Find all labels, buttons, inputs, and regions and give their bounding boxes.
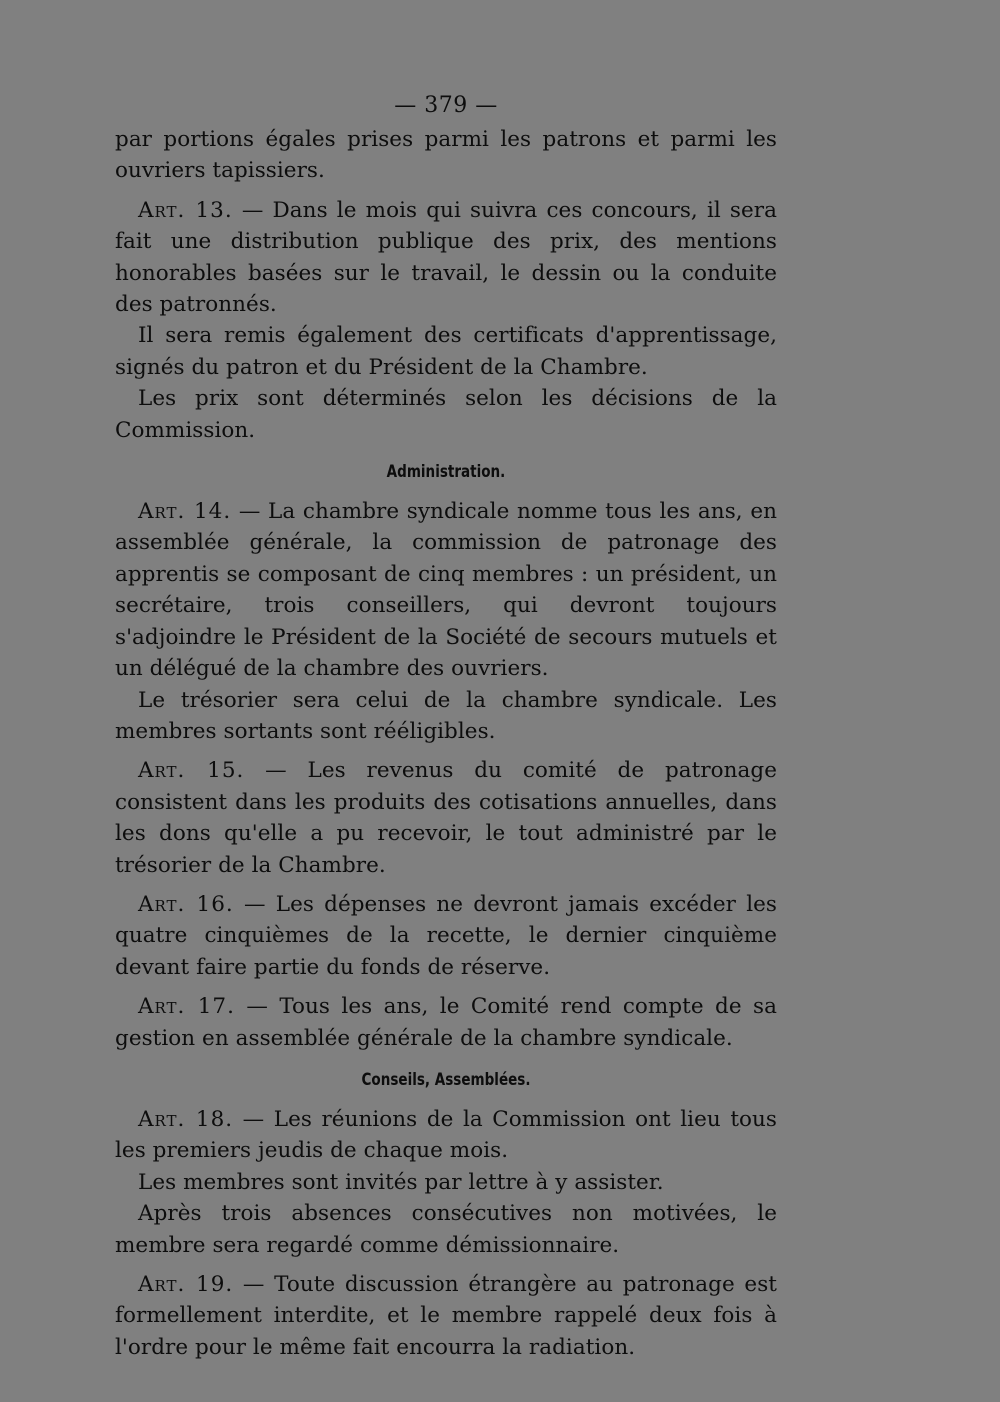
document-page [115,88,777,1363]
paragraph-text: Les prix sont déterminés selon les décisions de la Commission. [115,386,777,443]
paragraph [115,124,777,187]
paragraph-text: — La chambre syndicale nomme tous les ans, en assemblée générale, la commission de patronage des apprentis se composant de cinq membres : un président, un secrétaire, trois conseillers, qui devront toujours s'adjoindre le Président de la Société de secours mutuels et un délégué de la chambre des ouvriers. [115,499,777,682]
article-paragraph [115,195,777,321]
article-number: Art. 18. [138,1106,234,1132]
paragraph-text: Le trésorier sera celui de la chambre syndicale. Les membres sortants sont rééligibles. [115,687,777,744]
page-number: — 379 — [394,93,498,118]
paragraph-text: — Les réunions de la Commission ont lieu tous les premiers jeudis de chaque mois. [115,1106,777,1164]
article-number: Art. 16. [138,891,234,917]
article-number: Art. 14. [138,499,232,525]
paragraph [115,1167,777,1198]
article-paragraph [115,1104,777,1167]
article-number: Art. 19. [138,1272,234,1297]
article-number: Art. 17. [138,994,235,1020]
paragraph-text: — Dans le mois qui suivra ces concours, il sera fait une distribution publique des prix, des mentions honorables basées sur le travail, le dessin ou la conduite des patronnés. [115,197,777,318]
paragraph [115,383,777,446]
paragraph-text: Il sera remis également des certificats d'apprentissage, signés du patron et du Président de la Chambre. [115,323,777,380]
body-text [115,124,777,1363]
paragraph-text: — Les dépenses ne devront jamais excéder les quatre cinquièmes de la recette, le dernier cinquième devant faire partie du fonds de réserve. [115,891,777,980]
article-paragraph [115,496,777,684]
paragraph-text: Après trois absences consécutives non motivées, le membre sera regardé comme démissionnaire. [115,1201,777,1258]
paragraph-text: Les membres sont invités par lettre à y assister. [138,1169,664,1195]
paragraph-text: — Tous les ans, le Comité rend compte de sa gestion en assemblée générale de la chambre syndicale. [115,994,777,1051]
section-heading: Administration. [386,462,506,482]
article-number: Art. 15. [138,758,245,784]
paragraph-text: par portions égales prises parmi les patrons et parmi les ouvriers tapissiers. [115,127,777,184]
article-paragraph [115,1269,777,1363]
paragraph [115,685,777,748]
paragraph [115,320,777,383]
section-heading: Conseils, Assemblées. [361,1069,531,1089]
paragraph-text: — Toute discussion étrangère au patronage est formellement interdite, et le membre rappelé deux fois à l'ordre pour le même fait encourra la radiation. [115,1272,777,1360]
paragraph [115,1198,777,1261]
article-number: Art. 13. [138,197,233,223]
paragraph-text: — Les revenus du comité de patronage consistent dans les produits des cotisations annuelles, dans les dons qu'elle a pu recevoir, le tout administré par le trésorier de la Chambre. [115,758,777,878]
article-paragraph [115,991,777,1054]
article-paragraph [115,889,777,983]
article-paragraph [115,755,777,881]
